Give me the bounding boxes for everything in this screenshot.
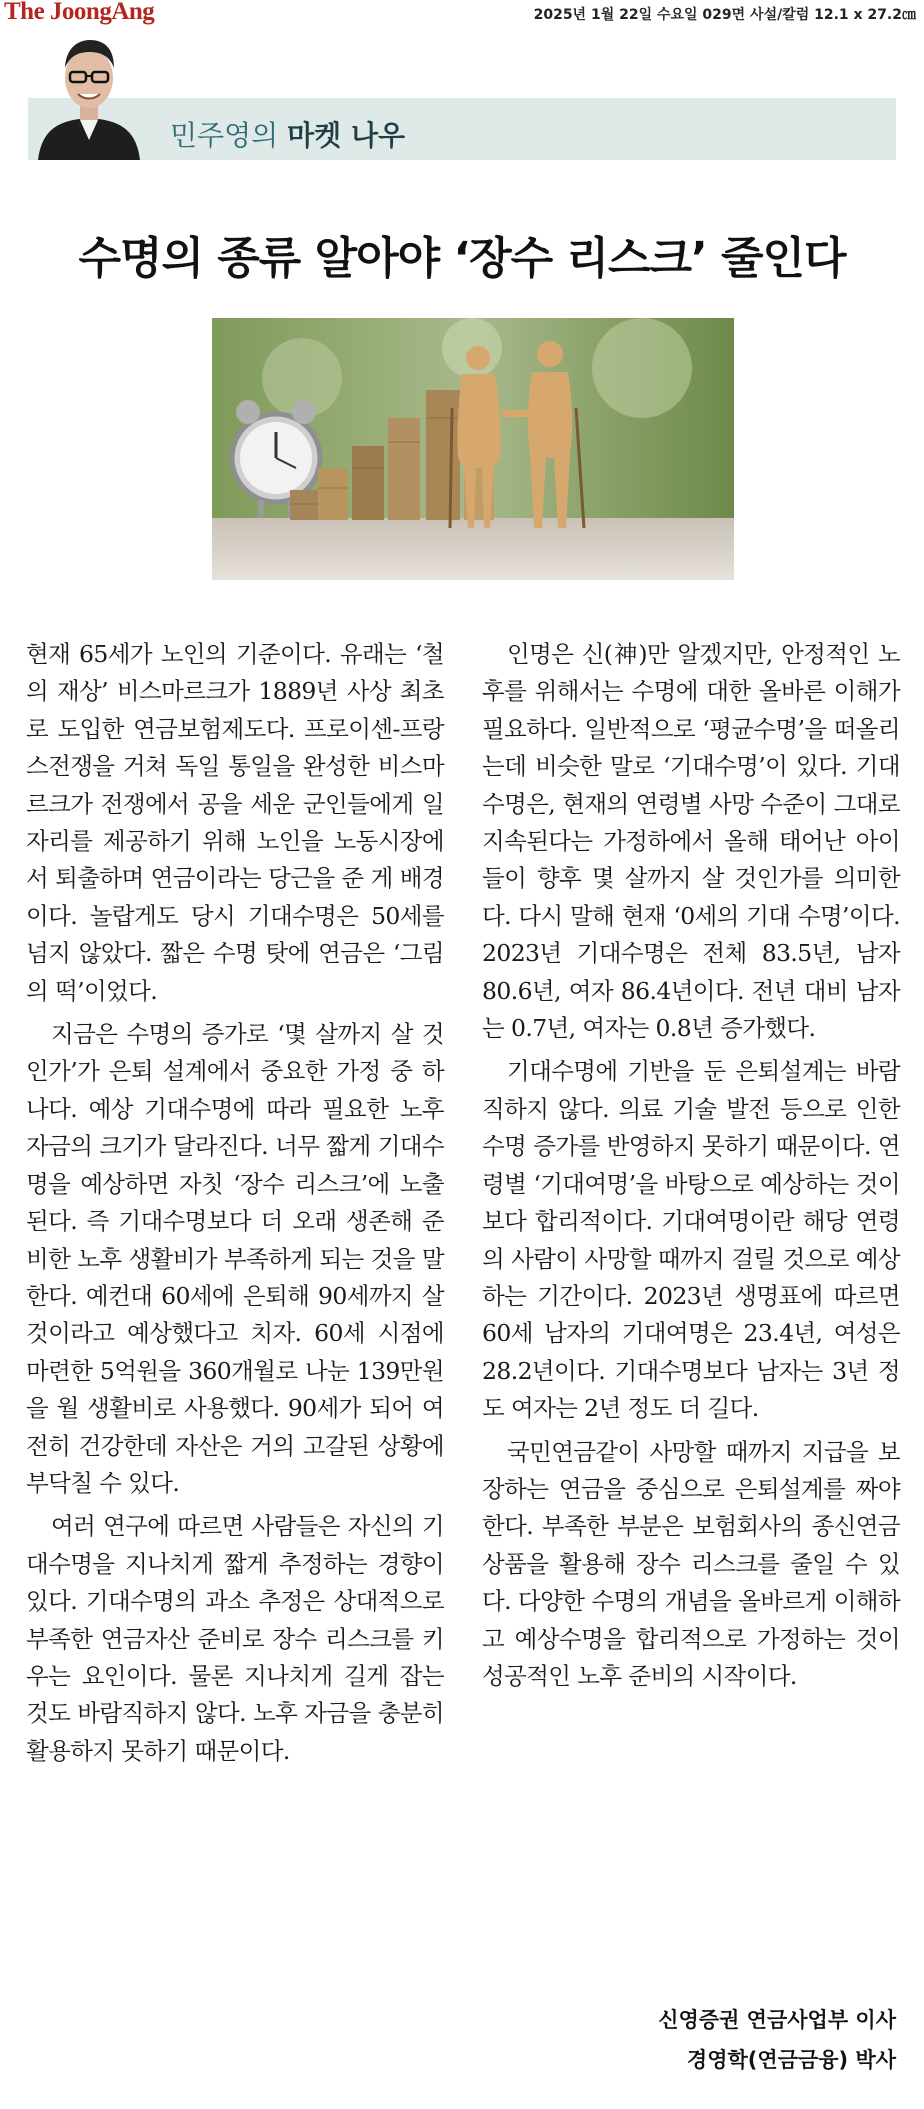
publication-info: 2025년 1월 22일 수요일 029면 사설/칼럼 12.1 x 27.2㎝ <box>533 7 916 23</box>
body-paragraph: 지금은 수명의 증가로 ‘몇 살까지 살 것인가’가 은퇴 설계에서 중요한 가정 중 하나다. 예상 기대수명에 따라 필요한 노후 자금의 크기가 달라진다. 너무 짧게 기대수명을 예상하면 자칫 ‘장수 리스크’에 노출된다. 즉 기대수명보다 더 오래 생존해 준비한 노후 생활비가 부족하게 되는 것을 말한다. 예컨대 60세에 은퇴해 90세까지 살 것이라고 예상했다고 치자. 60세 시점에 마련한 5억원을 360개월로 나눈 139만원을 월 생활비로 사용했다. 90세가 되어 여전히 건강한데 자산은 거의 고갈된 상황에 부닥칠 수 있다. <box>26 1020 444 1497</box>
body-paragraph: 기대수명에 기반을 둔 은퇴설계는 바람직하지 않다. 의료 기술 발전 등으로 인한 수명 증가를 반영하지 못하기 때문이다. 연령별 ‘기대여명’을 바탕으로 예상하는 것이 보다 합리적이다. 기대여명이란 해당 연령의 사람이 사망할 때까지 걸릴 것으로 예상하는 기간이다. 2023년 생명표에 따르면 60세 남자의 기대여명은 23.4년, 여성은 28.2년이다. 기대수명보다 남자는 3년 정도 여자는 2년 정도 더 길다. <box>482 1057 900 1423</box>
column-series-title <box>170 114 405 154</box>
masthead <box>0 0 924 28</box>
newspaper-logo: The JoongAng <box>4 0 155 25</box>
author-byline <box>658 2000 896 2080</box>
body-paragraph: 국민연금같이 사망할 때까지 지급을 보장하는 연금을 중심으로 은퇴설계를 짜야 한다. 부족한 부분은 보험회사의 종신연금 상품을 활용해 장수 리스크를 줄일 수 있다. 다양한 수명의 개념을 올바르게 이해하고 예상수명을 합리적으로 가정하는 것이 성공적인 노후 준비의 시작이다. <box>482 1437 900 1690</box>
column-header-band <box>28 98 896 160</box>
byline-affiliation: 신영증권 연금사업부 이사 <box>658 2008 896 2032</box>
byline-degree: 경영학(연금금융) 박사 <box>686 2048 896 2072</box>
column-series-name: 마켓 나우 <box>287 119 406 152</box>
headline: 수명의 종류 알아야 ‘장수 리스크’ 줄인다 <box>78 233 846 284</box>
column-author-prefix: 민주영의 <box>170 119 288 152</box>
body-paragraph: 현재 65세가 노인의 기준이다. 유래는 ‘철의 재상’ 비스마르크가 1889년 사상 최초로 도입한 연금보험제도다. 프로이센-프랑스전쟁을 거쳐 독일 통일을 완성한 비스마르크가 전쟁에서 공을 세운 군인들에게 일자리를 제공하기 위해 노인을 노동시장에서 퇴출하며 연금이라는 당근을 준 게 배경이다. 놀랍게도 당시 기대수명은 50세를 넘지 않았다. 짧은 수명 탓에 연금은 ‘그림의 떡’이었다. <box>26 640 444 1005</box>
body-paragraph: 인명은 신(神)만 알겠지만, 안정적인 노후를 위해서는 수명에 대한 올바른 이해가 필요하다. 일반적으로 ‘평균수명’을 떠올리는데 비슷한 말로 ‘기대수명’이 있다. 기대수명은, 현재의 연령별 사망 수준이 그대로 지속된다는 가정하에서 올해 태어난 아이들이 향후 몇 살까지 살 것인가를 의미한다. 다시 말해 현재 ‘0세의 기대 수명’이다. 2023년 기대수명은 전체 83.5년, 남자 80.6년, 여자 86.4년이다. 전년 대비 남자는 0.7년, 여자는 0.8년 증가했다. <box>482 640 900 1043</box>
article-body-left-column <box>26 636 444 1770</box>
article-body-right-column <box>482 636 900 1695</box>
author-portrait <box>30 28 148 160</box>
article-photo <box>212 318 734 580</box>
body-paragraph: 여러 연구에 따르면 사람들은 자신의 기대수명을 지나치게 짧게 추정하는 경향이 있다. 기대수명의 과소 추정은 상대적으로 부족한 연금자산 준비로 장수 리스크를 키우는 요인이다. 물론 지나치게 길게 잡는 것도 바람직하지 않다. 노후 자금을 충분히 활용하지 못하기 때문이다. <box>26 1512 444 1765</box>
